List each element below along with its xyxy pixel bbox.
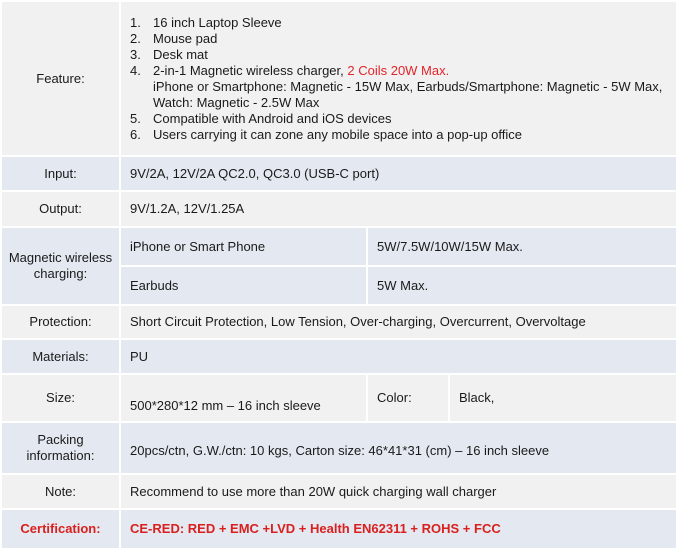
- feature-value: [121, 2, 676, 155]
- magnetic-row: [2, 228, 676, 306]
- packing-row: [2, 423, 676, 475]
- magnetic-power: 5W/7.5W/10W/15W Max.: [368, 228, 676, 265]
- output-row: [2, 192, 676, 228]
- magnetic-power: 5W Max.: [368, 267, 676, 304]
- note-value: Recommend to use more than 20W quick charging wall charger: [121, 475, 676, 508]
- feature-item: 5. Compatible with Android and iOS devices: [130, 110, 392, 126]
- materials-label: Materials:: [2, 340, 121, 373]
- size-label: Size:: [2, 375, 121, 421]
- packing-label: Packing information:: [2, 423, 121, 473]
- input-label: Input:: [2, 157, 121, 190]
- magnetic-sub-table: [121, 228, 676, 304]
- magnetic-label: Magnetic wireless charging:: [2, 228, 121, 304]
- feature-item: 3. Desk mat: [130, 46, 208, 62]
- coil-highlight: 2 Coils 20W Max.: [347, 62, 450, 78]
- color-label: Color:: [368, 375, 450, 421]
- note-label: Note:: [2, 475, 121, 508]
- feature-item: 4. 2-in-1 Magnetic wireless charger, 2 Coils 20W Max. iPhone or Smartphone: Magnetic - 15W Max, Earbuds/Smartphone: Magnetic - 5W Max, Watch: Magnetic - 2.5W Max: [130, 62, 663, 110]
- feature-list: [130, 15, 667, 143]
- materials-value: PU: [121, 340, 676, 373]
- feature-item: 6. Users carrying it can zone any mobile space into a pop-up office: [130, 126, 523, 142]
- protection-value: Short Circuit Protection, Low Tension, Over-charging, Overcurrent, Overvoltage: [121, 306, 676, 338]
- certification-value: CE-RED: RED + EMC +LVD + Health EN62311 + ROHS + FCC: [121, 510, 676, 548]
- feature-item: 2. Mouse pad: [130, 30, 218, 46]
- note-row: [2, 475, 676, 510]
- size-value: 500*280*12 mm – 16 inch sleeve: [121, 375, 368, 421]
- magnetic-device: iPhone or Smart Phone: [121, 228, 368, 265]
- magnetic-line: [121, 228, 676, 265]
- size-row: [2, 375, 676, 423]
- feature-label: Feature:: [2, 2, 121, 155]
- feature-item: 1. 16 inch Laptop Sleeve: [130, 14, 282, 30]
- certification-label: Certification:: [2, 510, 121, 548]
- output-label: Output:: [2, 192, 121, 226]
- protection-label: Protection:: [2, 306, 121, 338]
- input-value: 9V/2A, 12V/2A QC2.0, QC3.0 (USB-C port): [121, 157, 676, 190]
- magnetic-line: [121, 265, 676, 304]
- protection-row: [2, 306, 676, 340]
- output-value: 9V/1.2A, 12V/1.25A: [121, 192, 676, 226]
- materials-row: [2, 340, 676, 375]
- certification-row: [2, 510, 676, 550]
- packing-value: 20pcs/ctn, G.W./ctn: 10 kgs, Carton size: 46*41*31 (cm) – 16 inch sleeve: [121, 423, 676, 473]
- spec-table: [2, 2, 676, 550]
- input-row: [2, 157, 676, 192]
- magnetic-device: Earbuds: [121, 267, 368, 304]
- color-value: Black,: [450, 375, 676, 421]
- feature-row: [2, 2, 676, 157]
